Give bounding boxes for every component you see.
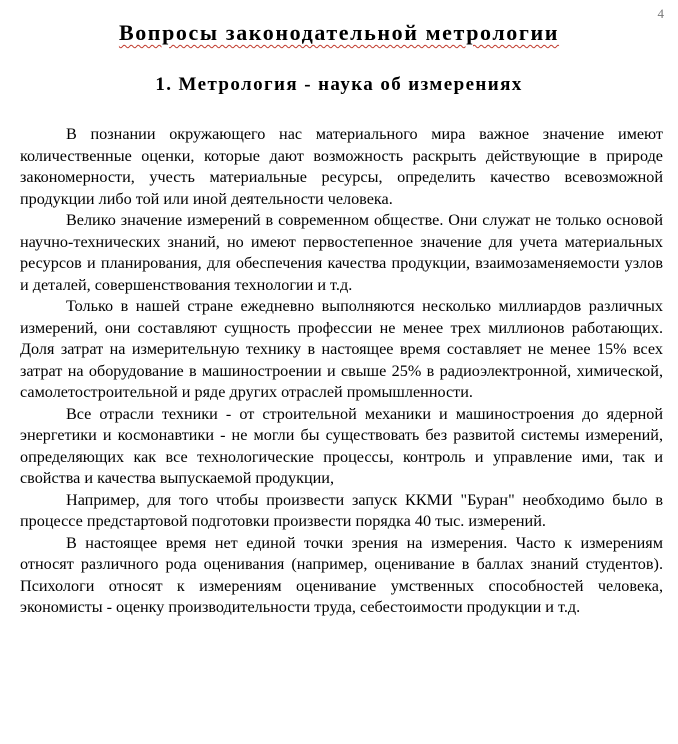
paragraph-2: Велико значение измерений в современном обществе. Они служат не только основой научно-технических знаний, но имеют первостепенное значение для учета материальных ресурсов и планирования, для обеспечения качества продукции, взаимозаменяемости узлов и деталей, совершенствования технологии и т.д. xyxy=(20,211,663,294)
paragraph-6: В настоящее время нет единой точки зрения на измерения. Часто к измерениям относят различного рода оценивания (например, оценивание в баллах знаний студентов). Психологи относят к измерениям оценивание умственных способностей человека, экономисты - оценку производительности труда, себестоимости продукции и т.д. xyxy=(20,533,663,616)
document-body xyxy=(20,124,663,619)
paragraph-3: Только в нашей стране ежедневно выполняются несколько миллиардов различных измерений, они составляют сущность профессии не менее трех миллионов работающих. Доля затрат на измерительную технику в настоящее время составляет не менее 15% всех затрат на оборудование в машиностроении и свыше 25% в радиоэлектронной, химической, самолетостроительной и ряде других отраслей промышленности. xyxy=(20,297,663,401)
paragraph-1: В познании окружающего нас материального мира важное значение имеют количественные оценки, которые дают возможность раскрыть действующие в природе закономерности, учесть материальные ресурсы, определить качество всевозможной продукции либо той или иной деятельности человека. xyxy=(20,125,663,208)
section-title: 1. Метрология - наука об измерениях xyxy=(155,74,523,95)
page-number: 4 xyxy=(657,6,664,21)
document-title: Вопросы законодательной метрологии xyxy=(118,20,560,45)
paragraph-5: Например, для того чтобы произвести запуск ККМИ "Буран" необходимо было в процессе предстартовой подготовки произвести порядка 40 тыс. измерений. xyxy=(20,490,663,530)
paragraph-4: Все отрасли техники - от строительной механики и машиностроения до ядерной энергетики и космонавтики - не могли бы существовать без развитой системы измерений, определяющих как все технологические процессы, контроль и управление ими, так и свойства и качества выпускаемой продукции, xyxy=(20,404,663,487)
